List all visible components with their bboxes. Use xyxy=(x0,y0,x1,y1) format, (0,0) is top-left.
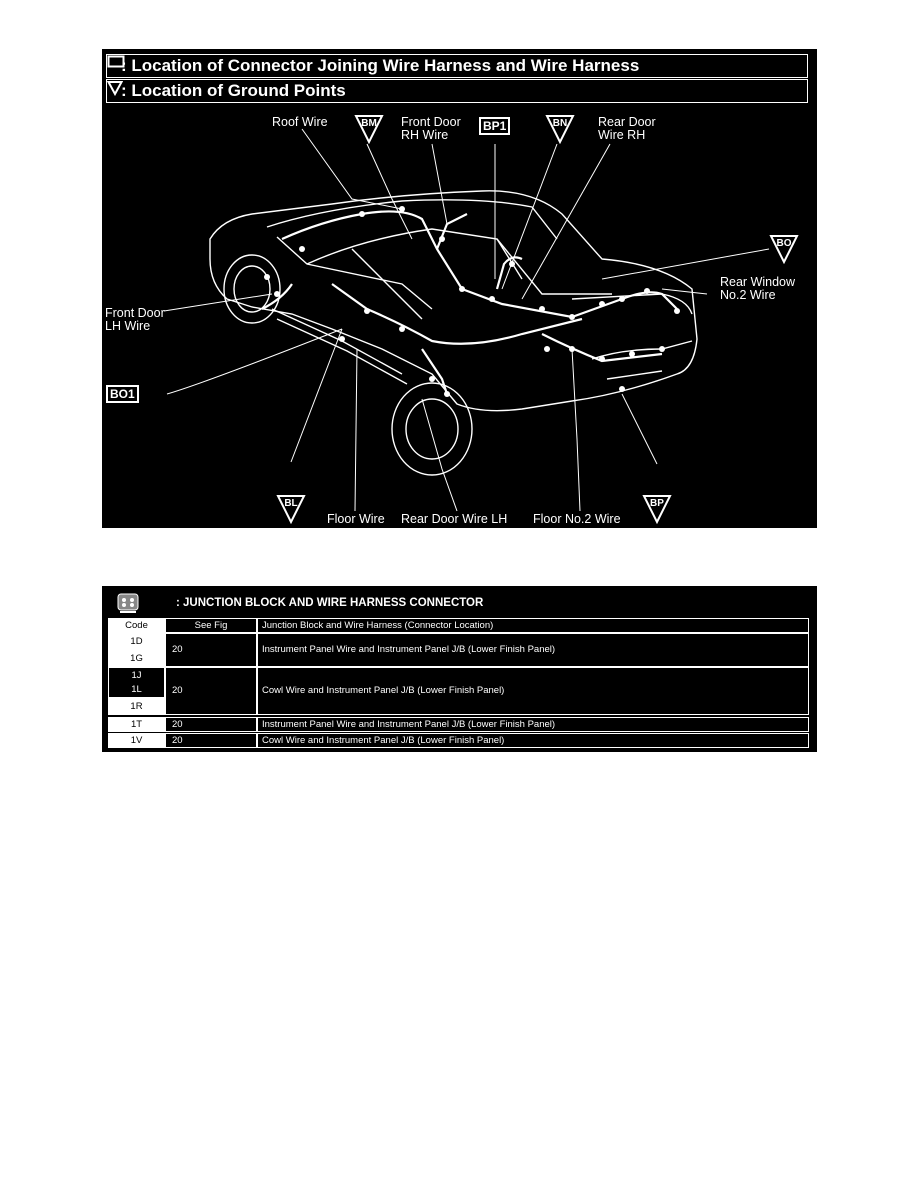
fig-cell: 20 xyxy=(165,667,257,715)
location-cell: Instrument Panel Wire and Instrument Panel J/B (Lower Finish Panel) xyxy=(257,633,809,667)
location-cell: Cowl Wire and Instrument Panel J/B (Lower Finish Panel) xyxy=(257,667,809,715)
junction-table-title: : JUNCTION BLOCK AND WIRE HARNESS CONNECTOR xyxy=(176,597,484,609)
rear-door-lh-label: Rear Door Wire LH xyxy=(401,512,508,526)
rear-window-no2-label-line2: No.2 Wire xyxy=(720,288,776,302)
code-cell: 1D xyxy=(108,633,165,650)
code-cell: 1J xyxy=(108,667,165,683)
ground-bl-label: BL xyxy=(284,498,298,509)
legend-ground-text: : Location of Ground Points xyxy=(121,81,346,100)
rear-door-rh-label-line2: Wire RH xyxy=(598,128,646,142)
location-cell: Instrument Panel Wire and Instrument Panel J/B (Lower Finish Panel) xyxy=(257,717,809,732)
header-see-fig: See Fig xyxy=(165,618,257,633)
ground-bn-label: BN xyxy=(552,118,568,129)
location-cell: Cowl Wire and Instrument Panel J/B (Lower Finish Panel) xyxy=(257,733,809,748)
fig-cell: 20 xyxy=(165,633,257,667)
header-code: Code xyxy=(108,618,165,633)
fig-cell: 20 xyxy=(165,717,257,732)
junction-block-table xyxy=(102,586,817,752)
code-cell: 1G xyxy=(108,650,165,667)
ground-bm-marker xyxy=(354,114,384,144)
code-cell: 1L xyxy=(108,682,165,698)
ground-bo-marker xyxy=(769,234,799,264)
roof-wire-label: Roof Wire xyxy=(272,115,328,129)
rear-window-no2-label-line1: Rear Window xyxy=(720,275,796,289)
junction-table-header xyxy=(108,590,808,616)
front-door-lh-label-line1: Front Door xyxy=(105,306,165,320)
junction-block-icon xyxy=(116,592,140,614)
floor-no2-label: Floor No.2 Wire xyxy=(533,512,621,526)
header-location: Junction Block and Wire Harness (Connector Location) xyxy=(257,618,809,633)
legend-connector-text: : Location of Connector Joining Wire Harness and Wire Harness xyxy=(121,56,640,75)
ground-bo-label: BO xyxy=(776,238,792,249)
ground-bp-label: BP xyxy=(650,498,664,509)
front-door-lh-label-line2: LH Wire xyxy=(105,319,151,333)
connector-bo1-label: BO1 xyxy=(106,385,139,403)
front-door-rh-label-line1: Front Door xyxy=(401,115,461,129)
wiring-location-diagram xyxy=(102,49,817,528)
code-cell: 1V xyxy=(108,733,165,748)
code-cell: 1R xyxy=(108,698,165,715)
front-door-rh-label-line2: RH Wire xyxy=(401,128,449,142)
ground-bp-marker xyxy=(642,494,672,524)
code-cell: 1T xyxy=(108,717,165,732)
rear-door-rh-label-line1: Rear Door xyxy=(598,115,656,129)
connector-bp1-label: BP1 xyxy=(479,117,510,135)
floor-wire-label: Floor Wire xyxy=(327,512,385,526)
fig-cell: 20 xyxy=(165,733,257,748)
ground-bn-marker xyxy=(545,114,575,144)
ground-bl-marker xyxy=(276,494,306,524)
ground-bm-label: BM xyxy=(361,118,377,129)
